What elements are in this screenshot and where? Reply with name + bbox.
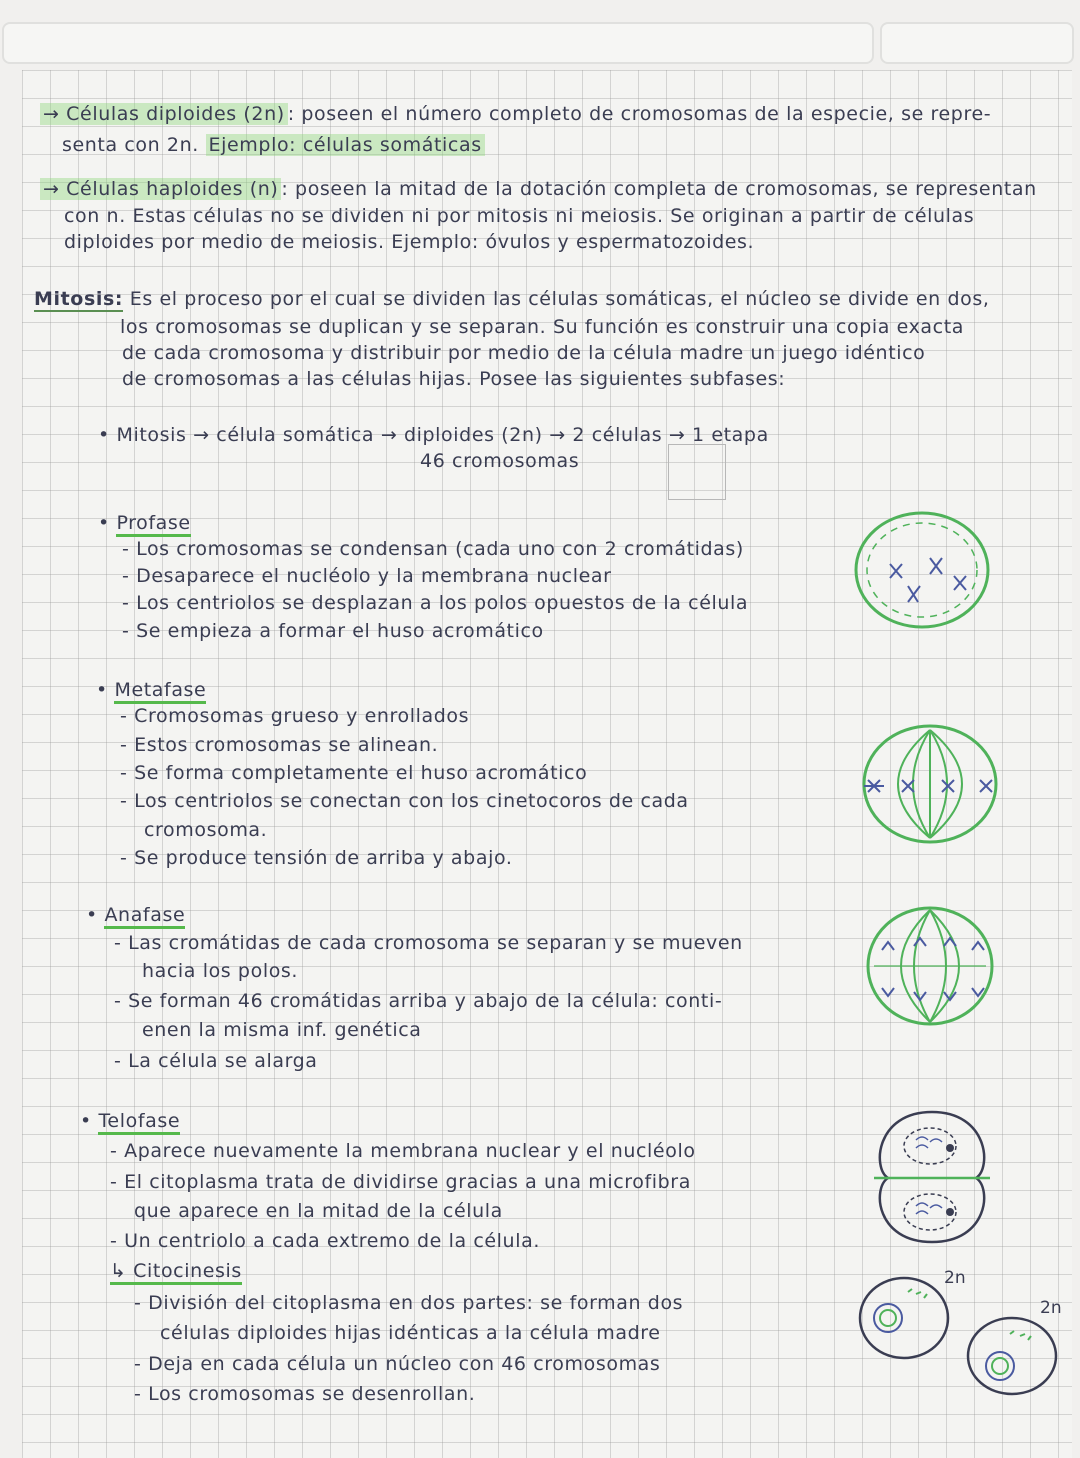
diploid-notation: senta con 2n. [62,134,199,156]
phase-name-telofase: • Telofase [80,1112,180,1131]
telofase-item: que aparece en la mitad de la célula [134,1200,503,1222]
phase-name-anafase: • Anafase [86,906,185,925]
mitosis-line-3: de cada cromosoma y distribuir por medio de la célula madre un juego idéntico [122,342,926,364]
anafase-item: enen la misma inf. genética [142,1019,422,1041]
cytokinesis-item: - Los cromosomas se desenrollan. [134,1383,476,1405]
phase-name-profase: • Profase [98,514,191,533]
ploidy-label-2: 2n [1040,1298,1062,1318]
metafase-item: - Los centriolos se conectan con los cinetocoros de cada [120,790,689,812]
summary-line-1: • Mitosis → célula somática → diploides (2n) → 2 células → 1 etapa [98,424,769,446]
haploid-line-2: con n. Estas células no se dividen ni por mitosis ni meiosis. Se originan a partir de células [64,205,975,227]
mitosis-line-2: los cromosomas se duplican y se separan. Su función es construir una copia exacta [120,316,965,338]
diploid-example: Ejemplo: células somáticas [206,134,485,156]
daughter-cell-1-drawing [858,1276,958,1366]
diploid-label: → Células diploides (2n) [40,103,288,125]
telofase-item: - El citoplasma trata de dividirse gracias a una microfibra [110,1171,691,1193]
metafase-item: cromosoma. [144,819,268,841]
telofase-item: - Aparece nuevamente la membrana nuclear y el nucléolo [110,1140,696,1162]
anafase-cell-drawing [864,904,1004,1034]
metafase-item: - Se forma completamente el huso acromático [120,762,588,784]
anafase-item: - Las cromátidas de cada cromosoma se separan y se mueven [114,932,743,954]
profase-cell-drawing [850,506,1000,636]
haploid-line-1 [40,180,1037,199]
haploid-def: : poseen la mitad de la dotación completa de cromosomas, se representan [281,178,1037,200]
metafase-item: - Cromosomas grueso y enrollados [120,705,470,727]
metafase-item: - Estos cromosomas se alinean. [120,734,439,756]
diploid-line-1 [40,105,991,124]
cytokinesis-item: células diploides hijas idénticas a la célula madre [160,1322,661,1344]
diploid-def: : poseen el número completo de cromosomas de la especie, se repre- [287,103,992,125]
top-bar-right [880,22,1074,64]
profase-item: - Los cromosomas se condensan (cada uno con 2 cromátidas) [122,538,744,560]
metafase-cell-drawing [856,720,1006,850]
phase-name-metafase: • Metafase [96,681,206,700]
summary-box [668,444,726,500]
anafase-item: hacia los polos. [142,960,299,982]
mitosis-line-1 [34,290,989,309]
ploidy-label-1: 2n [944,1268,966,1288]
haploid-line-3: diploides por medio de meiosis. Ejemplo: óvulos y espermatozoides. [64,231,755,253]
cytokinesis-item: - Deja en cada célula un núcleo con 46 cromosomas [134,1353,661,1375]
top-bar-left [2,22,874,64]
mitosis-line-4: de cromosomas a las células hijas. Posee las siguientes subfases: [122,368,786,390]
summary-line-2: 46 cromosomas [420,450,580,472]
anafase-item: - La célula se alarga [114,1050,318,1072]
metafase-item: - Se produce tensión de arriba y abajo. [120,847,513,869]
diploid-line-2 [62,136,485,155]
profase-item: - Se empieza a formar el huso acromático [122,620,544,642]
daughter-cell-2-drawing [966,1316,1066,1406]
telofase-cell-drawing [868,1108,998,1248]
profase-item: - Los centriolos se desplazan a los polos opuestos de la célula [122,592,749,614]
cytokinesis-name: ↳ Citocinesis [110,1262,242,1281]
cytokinesis-item: - División del citoplasma en dos partes: se forman dos [134,1292,684,1314]
haploid-label: → Células haploides (n) [40,178,281,200]
profase-item: - Desaparece el nucléolo y la membrana nuclear [122,565,612,587]
telofase-item: - Un centriolo a cada extremo de la célula. [110,1230,540,1252]
mitosis-def-1: Es el proceso por el cual se dividen las células somáticas, el núcleo se divide en dos, [129,288,990,310]
anafase-item: - Se forman 46 cromátidas arriba y abajo de la célula: conti- [114,990,723,1012]
mitosis-term: Mitosis: [34,288,124,310]
